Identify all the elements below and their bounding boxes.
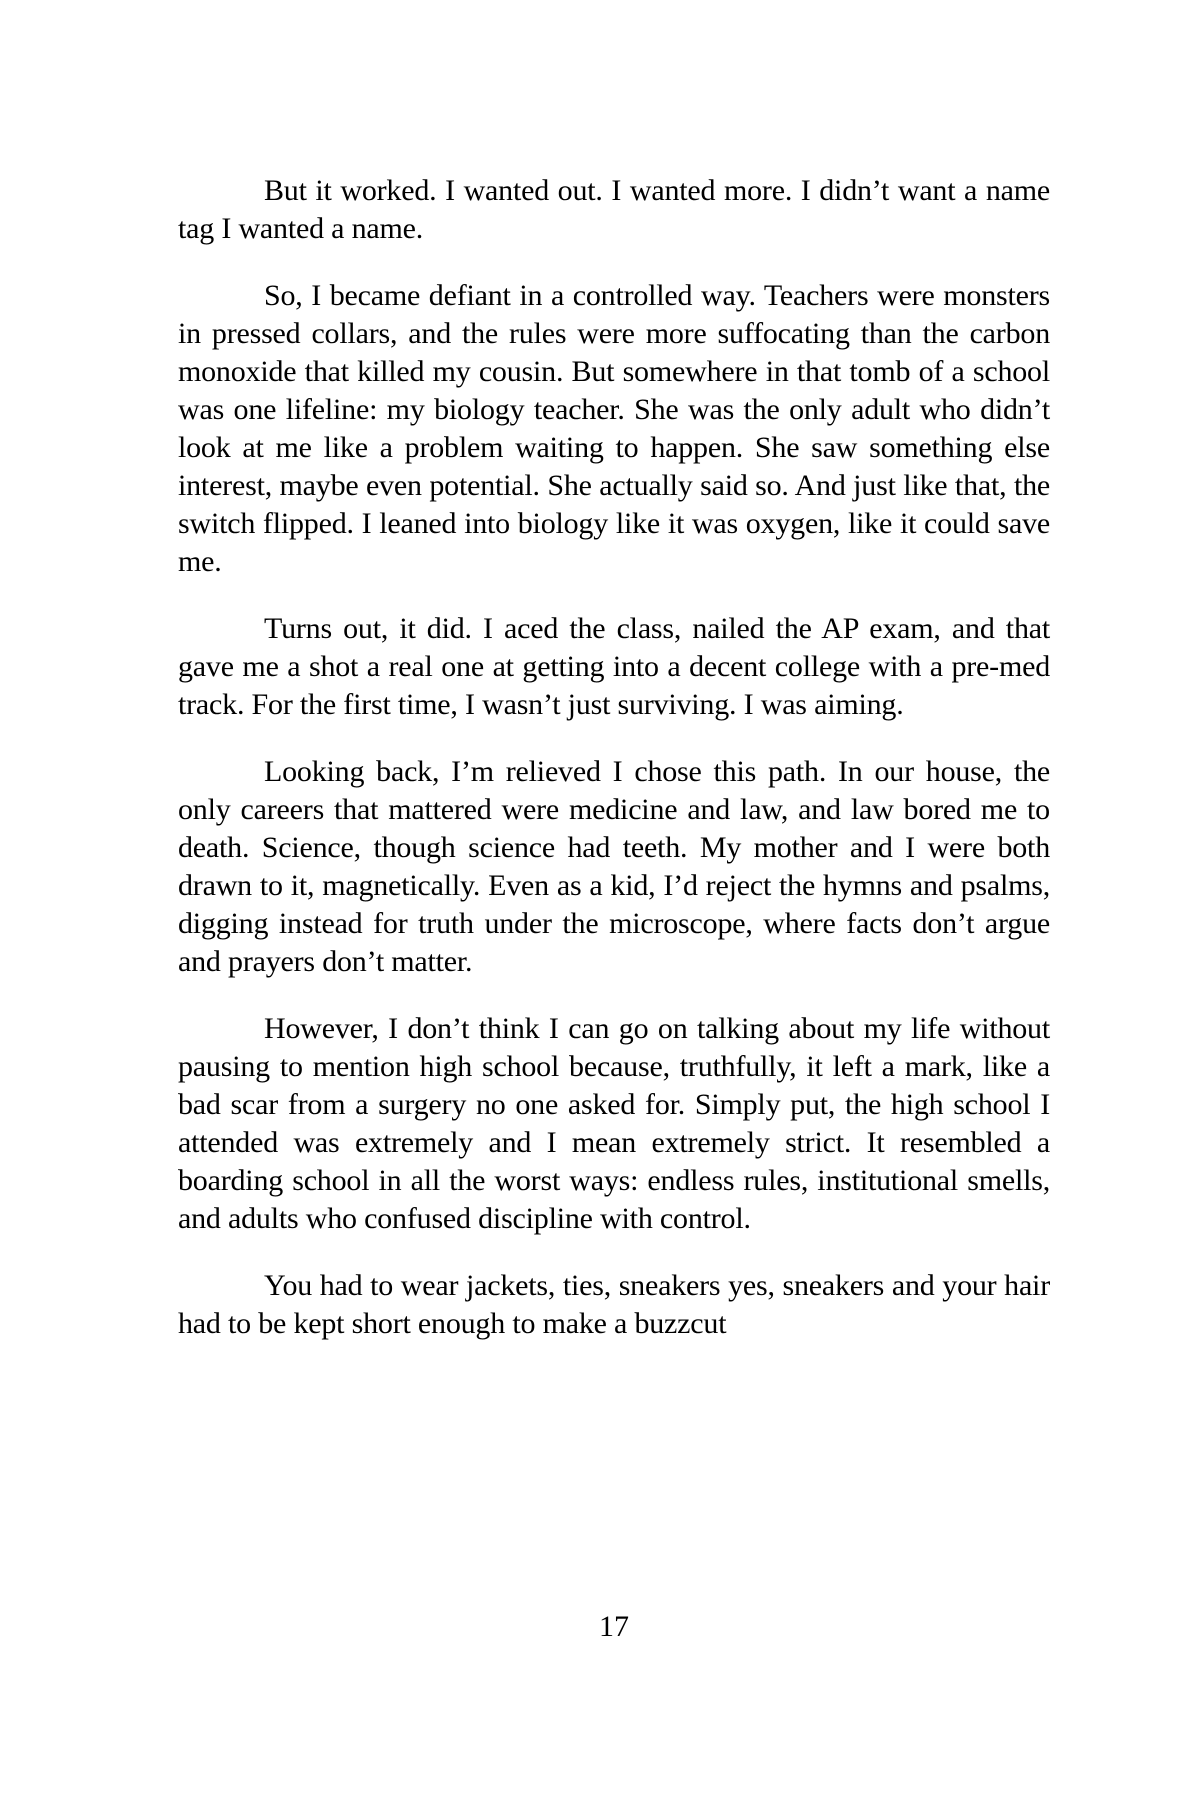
paragraph: Looking back, I’m relieved I chose this path. In our house, the only careers that mattered were medicine and law, and law bored me to death. Science, though science had teeth. My mother and I were both drawn to it, magnetically. Even as a kid, I’d reject the hymns and psalms, digging instead for truth under the microscope, where facts don’t argue and prayers don’t matter. bbox=[178, 755, 1050, 978]
page-number: 17 bbox=[599, 1610, 629, 1643]
paragraph: Turns out, it did. I aced the class, nailed the AP exam, and that gave me a shot a real one at getting into a decent college with a pre-med track. For the first time, I wasn’t just surviving. I was aiming. bbox=[178, 612, 1050, 721]
paragraph: But it worked. I wanted out. I wanted more. I didn’t want a name tag I wanted a name. bbox=[178, 174, 1050, 245]
paragraph: However, I don’t think I can go on talking about my life without pausing to mention high school because, truthfully, it left a mark, like a bad scar from a surgery no one asked for. Simply put, the high school I attended was extremely and I mean extremely strict. It resembled a boarding school in all the worst ways: endless rules, institutional smells, and adults who confused discipline with control. bbox=[178, 1012, 1050, 1235]
text-block bbox=[178, 172, 1050, 1343]
paragraph: You had to wear jackets, ties, sneakers yes, sneakers and your hair had to be kept short enough to make a buzzcut bbox=[178, 1269, 1050, 1340]
paragraph: So, I became defiant in a controlled way. Teachers were monsters in pressed collars, and the rules were more suffocating than the carbon monoxide that killed my cousin. But somewhere in that tomb of a school was one lifeline: my biology teacher. She was the only adult who didn’t look at me like a problem waiting to happen. She saw something else interest, maybe even potential. She actually said so. And just like that, the switch flipped. I leaned into biology like it was oxygen, like it could save me. bbox=[178, 279, 1050, 578]
